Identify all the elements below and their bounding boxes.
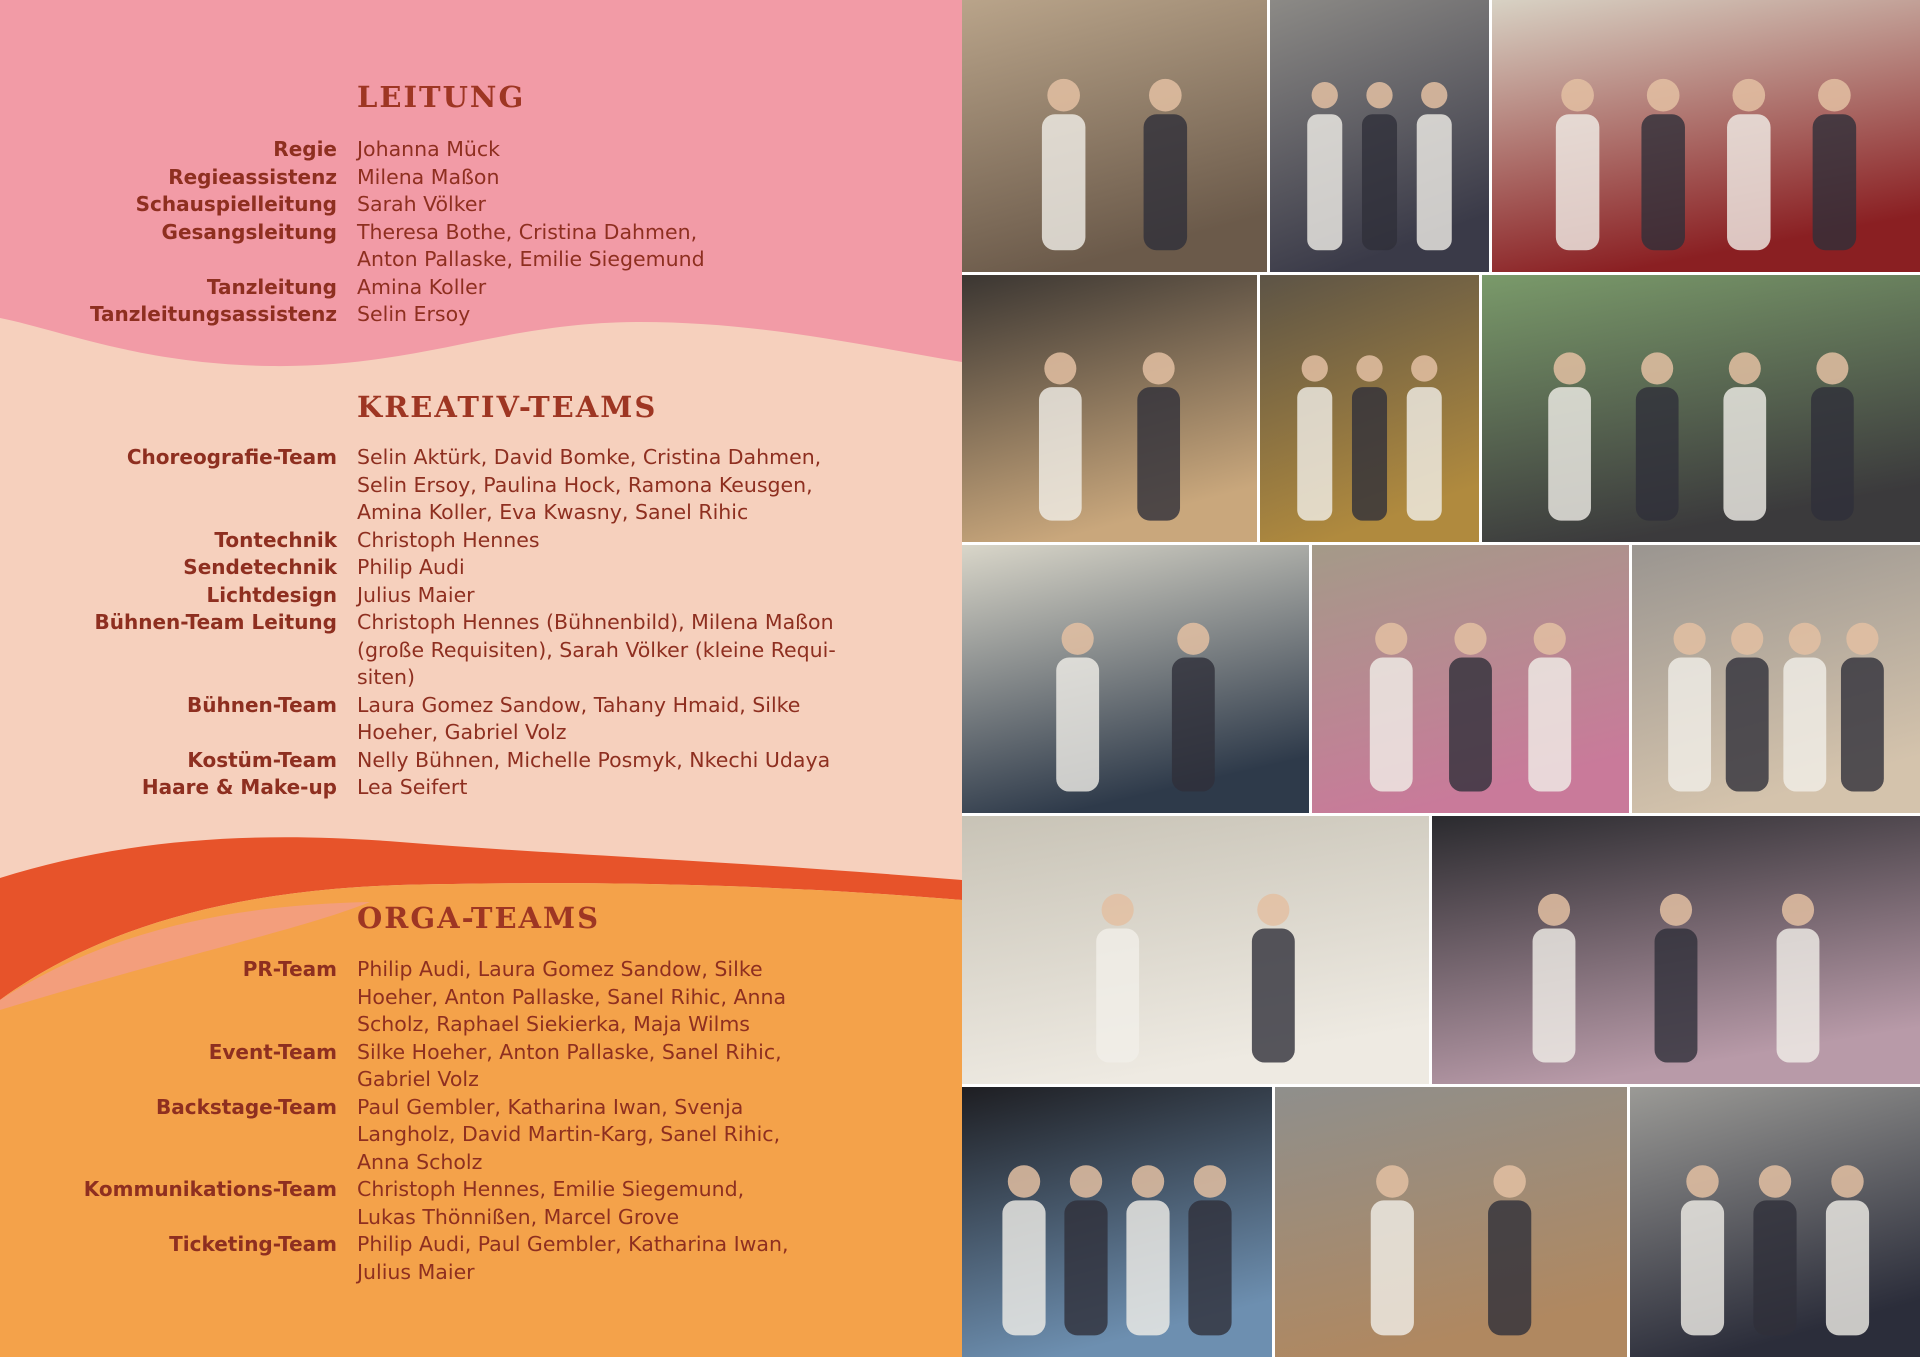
photo-saxophone-players: [1260, 275, 1479, 542]
credit-names: [357, 1094, 882, 1177]
credit-name-line: Julius Maier: [357, 1259, 475, 1284]
credit-name-line: Lukas Thönnißen, Marcel Grove: [357, 1204, 680, 1229]
credit-names: [357, 301, 882, 329]
photo-collage: [962, 0, 1920, 1357]
credit-name-line: (große Requisiten), Sarah Völker (kleine Requi-: [357, 637, 836, 662]
credit-name-line: Langholz, David Martin-Karg, Sanel Rihic,: [357, 1122, 781, 1146]
credit-name-line: Anton Pallaske, Emilie Siegemund: [357, 247, 705, 271]
photo-two-dancers-band: [1312, 545, 1629, 813]
credit-name-line: Silke Hoeher, Anton Pallaske, Sanel Rihic,: [357, 1039, 782, 1064]
credit-role: Regie: [273, 137, 337, 161]
photo-dancers-park-railing: [1482, 275, 1920, 542]
credit-role: Regieassistenz: [168, 164, 337, 189]
credit-name-line: Nelly Bühnen, Michelle Posmyk, Nkechi Udaya: [357, 747, 831, 772]
credit-role: Tanzleitung: [206, 274, 337, 299]
credit-name-line: Julius Maier: [357, 582, 475, 607]
credit-role: Bühnen-Team: [186, 692, 337, 717]
photo-three-women-posing: [962, 275, 1257, 542]
credit-names: [357, 1039, 882, 1094]
credit-names: [357, 219, 882, 274]
credit-role: Ticketing-Team: [169, 1232, 337, 1256]
credit-role: Tanzleitungsassistenz: [89, 302, 337, 326]
credit-names: [357, 774, 882, 802]
credit-names: [357, 527, 882, 555]
photo-actor-with-cross: [962, 816, 1429, 1084]
credit-name-line: Scholz, Raphael Siekierka, Maja Wilms: [357, 1012, 750, 1036]
credit-names: [357, 274, 882, 302]
credit-name-line: Christoph Hennes: [357, 527, 540, 552]
credit-name-line: Christoph Hennes, Emilie Siegemund,: [357, 1177, 745, 1201]
credit-names: [357, 444, 882, 527]
credit-name-line: Paul Gembler, Katharina Iwan, Svenja: [357, 1094, 744, 1119]
credit-role: Lichtdesign: [206, 582, 337, 607]
credit-names: [357, 747, 882, 775]
credit-name-line: Selin Ersoy: [357, 302, 471, 326]
credit-name-line: Theresa Bothe, Cristina Dahmen,: [357, 219, 698, 244]
credit-role: PR-Team: [242, 957, 337, 981]
credit-name-line: Philip Audi, Laura Gomez Sandow, Silke: [357, 957, 763, 981]
credit-role: Kommunikations-Team: [83, 1177, 337, 1201]
credit-name-line: Amina Koller: [357, 274, 487, 299]
credit-name-line: Anna Scholz: [357, 1149, 483, 1174]
credit-names: [357, 554, 882, 582]
photo-sunglasses-red-jacket: [1492, 0, 1920, 272]
credit-names: [357, 164, 882, 192]
credit-name-line: Hoeher, Gabriel Volz: [357, 720, 567, 744]
credit-name-line: Sarah Völker: [357, 192, 486, 216]
credit-name-line: Selin Ersoy, Paulina Hock, Ramona Keusgen,: [357, 472, 813, 497]
photo-couple-dark-stage: [962, 1087, 1272, 1357]
photo-group-rehearsal-room: [962, 0, 1267, 272]
credit-names: [357, 956, 882, 1039]
credit-names: [357, 1176, 882, 1231]
credit-names: [357, 1231, 882, 1286]
credit-names: [357, 692, 882, 747]
credit-name-line: Laura Gomez Sandow, Tahany Hmaid, Silke: [357, 692, 801, 717]
photo-ensemble-on-stage: [1432, 816, 1920, 1084]
credit-name-line: Lea Seifert: [357, 775, 468, 799]
credit-name-line: Selin Aktürk, David Bomke, Cristina Dahmen,: [357, 445, 822, 469]
photo-men-on-phone: [1630, 1087, 1920, 1357]
credit-role: Choreografie-Team: [126, 445, 337, 469]
credit-role: Sendetechnik: [183, 555, 337, 579]
credit-name-line: Johanna Mück: [357, 137, 501, 161]
credit-role: Schauspielleitung: [135, 192, 337, 216]
photo-two-men-thinking: [1632, 545, 1920, 813]
orga-heading: ORGA-TEAMS: [357, 901, 601, 935]
credit-name-line: Philip Audi: [357, 555, 465, 579]
credit-name-line: Hoeher, Anton Pallaske, Sanel Rihic, Anna: [357, 984, 787, 1009]
credit-role: Event-Team: [208, 1039, 337, 1064]
credit-role: Gesangsleitung: [161, 219, 337, 244]
credit-name-line: Amina Koller, Eva Kwasny, Sanel Rihic: [357, 500, 749, 524]
kreativ-heading: KREATIV-TEAMS: [357, 390, 658, 424]
credit-name-line: Philip Audi, Paul Gembler, Katharina Iwan,: [357, 1232, 789, 1256]
credit-names: [357, 609, 882, 692]
credit-role: Kostüm-Team: [187, 747, 337, 772]
credit-names: [357, 136, 882, 164]
credit-name-line: Gabriel Volz: [357, 1067, 479, 1091]
credit-names: [357, 191, 882, 219]
credit-name-line: Milena Maßon: [357, 164, 500, 189]
credit-names: [357, 582, 882, 610]
credit-role: Haare & Make-up: [141, 775, 337, 799]
credit-role: Bühnen-Team Leitung: [94, 610, 337, 634]
credit-role: Backstage-Team: [156, 1094, 337, 1119]
credit-role: Tontechnik: [214, 527, 337, 552]
photo-three-men-mixing-desk: [962, 545, 1309, 813]
leitung-heading: LEITUNG: [357, 80, 526, 114]
photo-two-actors-concrete-wall: [1270, 0, 1489, 272]
credit-name-line: siten): [357, 665, 416, 689]
credit-name-line: Christoph Hennes (Bühnenbild), Milena Maßon: [357, 610, 834, 634]
photo-two-women-grimacing: [1275, 1087, 1627, 1357]
